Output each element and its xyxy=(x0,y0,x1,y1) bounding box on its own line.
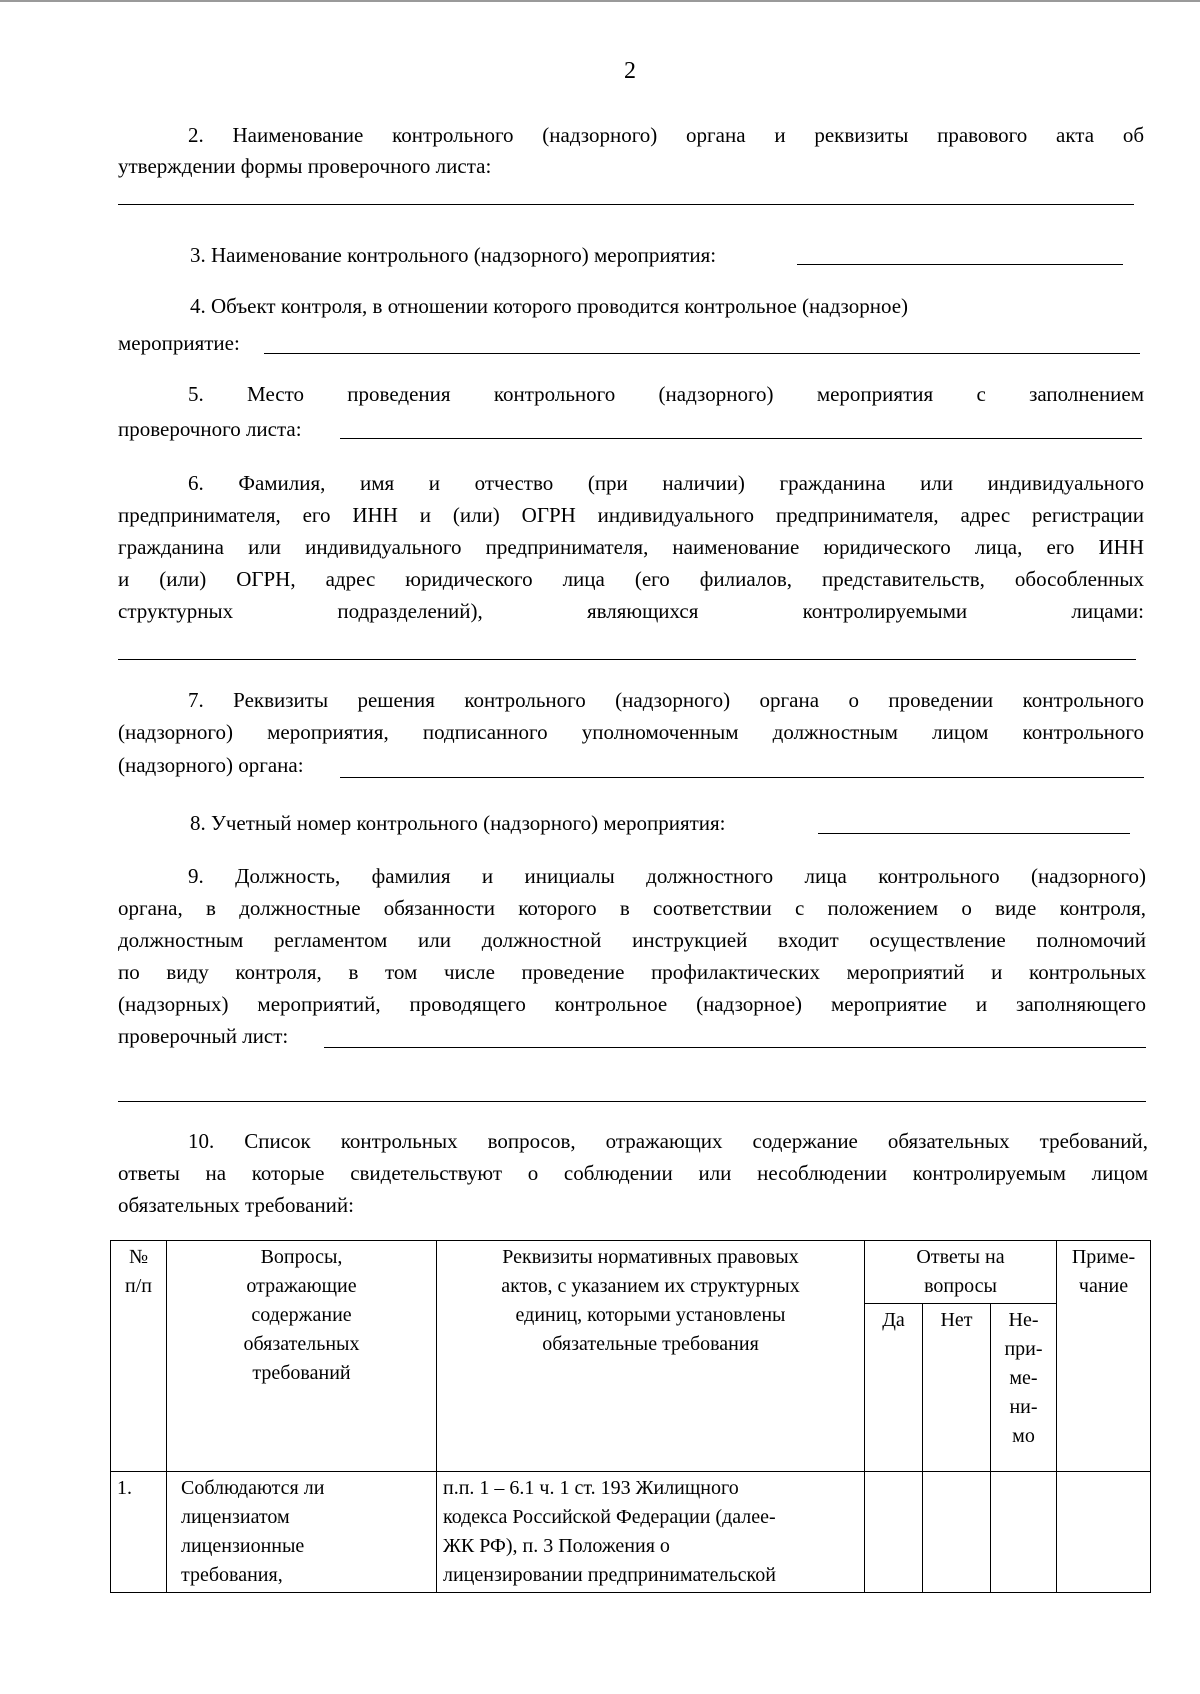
row-1-num: 1. xyxy=(111,1472,167,1593)
header-questions-line: обязательных xyxy=(243,1333,360,1355)
row-1-note[interactable] xyxy=(1057,1472,1151,1593)
header-requisites-line: обязательные требования xyxy=(542,1333,759,1355)
row-1-requisites-line: лицензировании предпринимательской xyxy=(443,1564,776,1586)
row-1-answer-yes[interactable] xyxy=(865,1472,923,1593)
item-8-fill-line[interactable] xyxy=(818,833,1130,834)
row-1-requisites-line: ЖК РФ), п. 3 Положения о xyxy=(443,1535,670,1557)
header-questions xyxy=(167,1241,437,1472)
item-2-line-1: 2. Наименование контрольного (надзорного) органа и реквизиты правового акта об xyxy=(188,123,1144,147)
header-requisites-line: актов, с указанием их структурных xyxy=(501,1275,800,1297)
item-9-line-2: органа, в должностные обязанности которого в соответствии с положением о виде контроля, xyxy=(118,896,1146,920)
header-requisites xyxy=(437,1241,865,1472)
header-note-line: чание xyxy=(1078,1275,1129,1297)
row-1-question-line: Соблюдаются ли xyxy=(181,1477,325,1499)
row-1-answer-no[interactable] xyxy=(923,1472,991,1593)
header-na-line: мо xyxy=(1012,1425,1035,1447)
row-1-question-line: лицензионные xyxy=(181,1535,305,1557)
item-7-line-1: 7. Реквизиты решения контрольного (надзорного) органа о проведении контрольного xyxy=(188,688,1144,712)
header-yes: Да xyxy=(865,1304,923,1472)
item-9-line-6: проверочный лист: xyxy=(118,1024,289,1048)
header-requisites-line: единиц, которыми установлены xyxy=(515,1304,786,1326)
row-1-requisites-line: п.п. 1 – 6.1 ч. 1 ст. 193 Жилищного xyxy=(443,1477,739,1499)
header-answers-line: Ответы на xyxy=(916,1246,1005,1268)
header-questions-line: Вопросы, xyxy=(260,1246,343,1268)
item-2-fill-line[interactable] xyxy=(118,204,1134,205)
item-5-line-2: проверочного листа: xyxy=(118,417,302,441)
row-1-answer-na[interactable] xyxy=(991,1472,1057,1593)
item-6-line-5: структурных подразделений), являющихся контролируемыми лицами: xyxy=(118,599,1144,623)
row-1-requisites-line: кодекса Российской Федерации (далее- xyxy=(443,1506,776,1528)
scan-top-edge xyxy=(0,0,1200,2)
header-na-line: ме- xyxy=(1009,1367,1038,1389)
item-6-fill-line[interactable] xyxy=(118,659,1136,660)
header-na-line: при- xyxy=(1004,1338,1043,1360)
item-5-fill-line[interactable] xyxy=(340,438,1142,439)
header-answers xyxy=(865,1241,1057,1304)
header-note xyxy=(1057,1241,1151,1472)
item-6-line-3: гражданина или индивидуального предпринимателя, наименование юридического лица, его ИНН xyxy=(118,535,1144,559)
item-10-line-2: ответы на которые свидетельствуют о соблюдении или несоблюдении контролируемым лицом xyxy=(118,1161,1148,1185)
header-questions-line: отражающие xyxy=(246,1275,357,1297)
item-10-line-1: 10. Список контрольных вопросов, отражающих содержание обязательных требований, xyxy=(188,1129,1148,1153)
item-7-fill-line[interactable] xyxy=(340,777,1144,778)
item-10-line-3: обязательных требований: xyxy=(118,1193,354,1217)
item-5-line-1: 5. Место проведения контрольного (надзорного) мероприятия с заполнением xyxy=(188,382,1144,406)
row-1-question-line: требования, xyxy=(181,1564,283,1586)
item-7-line-2: (надзорного) мероприятия, подписанного уполномоченным должностным лицом контрольного xyxy=(118,720,1144,744)
table-row xyxy=(111,1472,1151,1593)
header-num-line: № xyxy=(128,1246,149,1268)
item-6-line-1: 6. Фамилия, имя и отчество (при наличии) гражданина или индивидуального xyxy=(188,471,1144,495)
page-number: 2 xyxy=(624,58,636,84)
header-no: Нет xyxy=(923,1304,991,1472)
row-1-question xyxy=(167,1472,437,1593)
item-7-line-3: (надзорного) органа: xyxy=(118,753,304,777)
item-8-text: 8. Учетный номер контрольного (надзорного) мероприятия: xyxy=(190,811,726,835)
header-num-line: п/п xyxy=(125,1275,152,1297)
header-questions-line: требований xyxy=(252,1362,351,1384)
item-3-fill-line[interactable] xyxy=(797,264,1123,265)
item-9-line-5: (надзорных) мероприятий, проводящего контрольное (надзорное) мероприятие и заполняющего xyxy=(118,992,1146,1016)
item-6-line-2: предпринимателя, его ИНН и (или) ОГРН индивидуального предпринимателя, адрес регистрации xyxy=(118,503,1144,527)
header-requisites-line: Реквизиты нормативных правовых xyxy=(502,1246,799,1268)
item-9-line-1: 9. Должность, фамилия и инициалы должностного лица контрольного (надзорного) xyxy=(188,864,1146,888)
header-questions-line: содержание xyxy=(251,1304,352,1326)
item-4-fill-line[interactable] xyxy=(264,353,1140,354)
item-3-text: 3. Наименование контрольного (надзорного) мероприятия: xyxy=(190,243,717,267)
row-1-requisites xyxy=(437,1472,865,1593)
item-4-line-1: 4. Объект контроля, в отношении которого проводится контрольное (надзорное) xyxy=(190,294,909,318)
item-4-line-2: мероприятие: xyxy=(118,331,240,355)
checklist-table xyxy=(110,1240,1151,1593)
row-1-question-line: лицензиатом xyxy=(181,1506,290,1528)
header-note-line: Приме- xyxy=(1071,1246,1136,1268)
header-num xyxy=(111,1241,167,1472)
header-answers-line: вопросы xyxy=(924,1275,997,1297)
item-2-line-2: утверждении формы проверочного листа: xyxy=(118,154,492,178)
header-not-applicable xyxy=(991,1304,1057,1472)
header-na-line: Не- xyxy=(1008,1309,1039,1331)
item-9-line-3: должностным регламентом или должностной инструкцией входит осуществление полномочий xyxy=(118,928,1146,952)
table-header-row-1 xyxy=(111,1241,1151,1304)
item-9-fill-line-2[interactable] xyxy=(118,1101,1146,1102)
item-9-line-4: по виду контроля, в том числе проведение профилактических мероприятий и контрольных xyxy=(118,960,1146,984)
header-na-line: ни- xyxy=(1009,1396,1038,1418)
item-9-fill-line-1[interactable] xyxy=(324,1047,1146,1048)
item-6-line-4: и (или) ОГРН, адрес юридического лица (его филиалов, представительств, обособленных xyxy=(118,567,1144,591)
